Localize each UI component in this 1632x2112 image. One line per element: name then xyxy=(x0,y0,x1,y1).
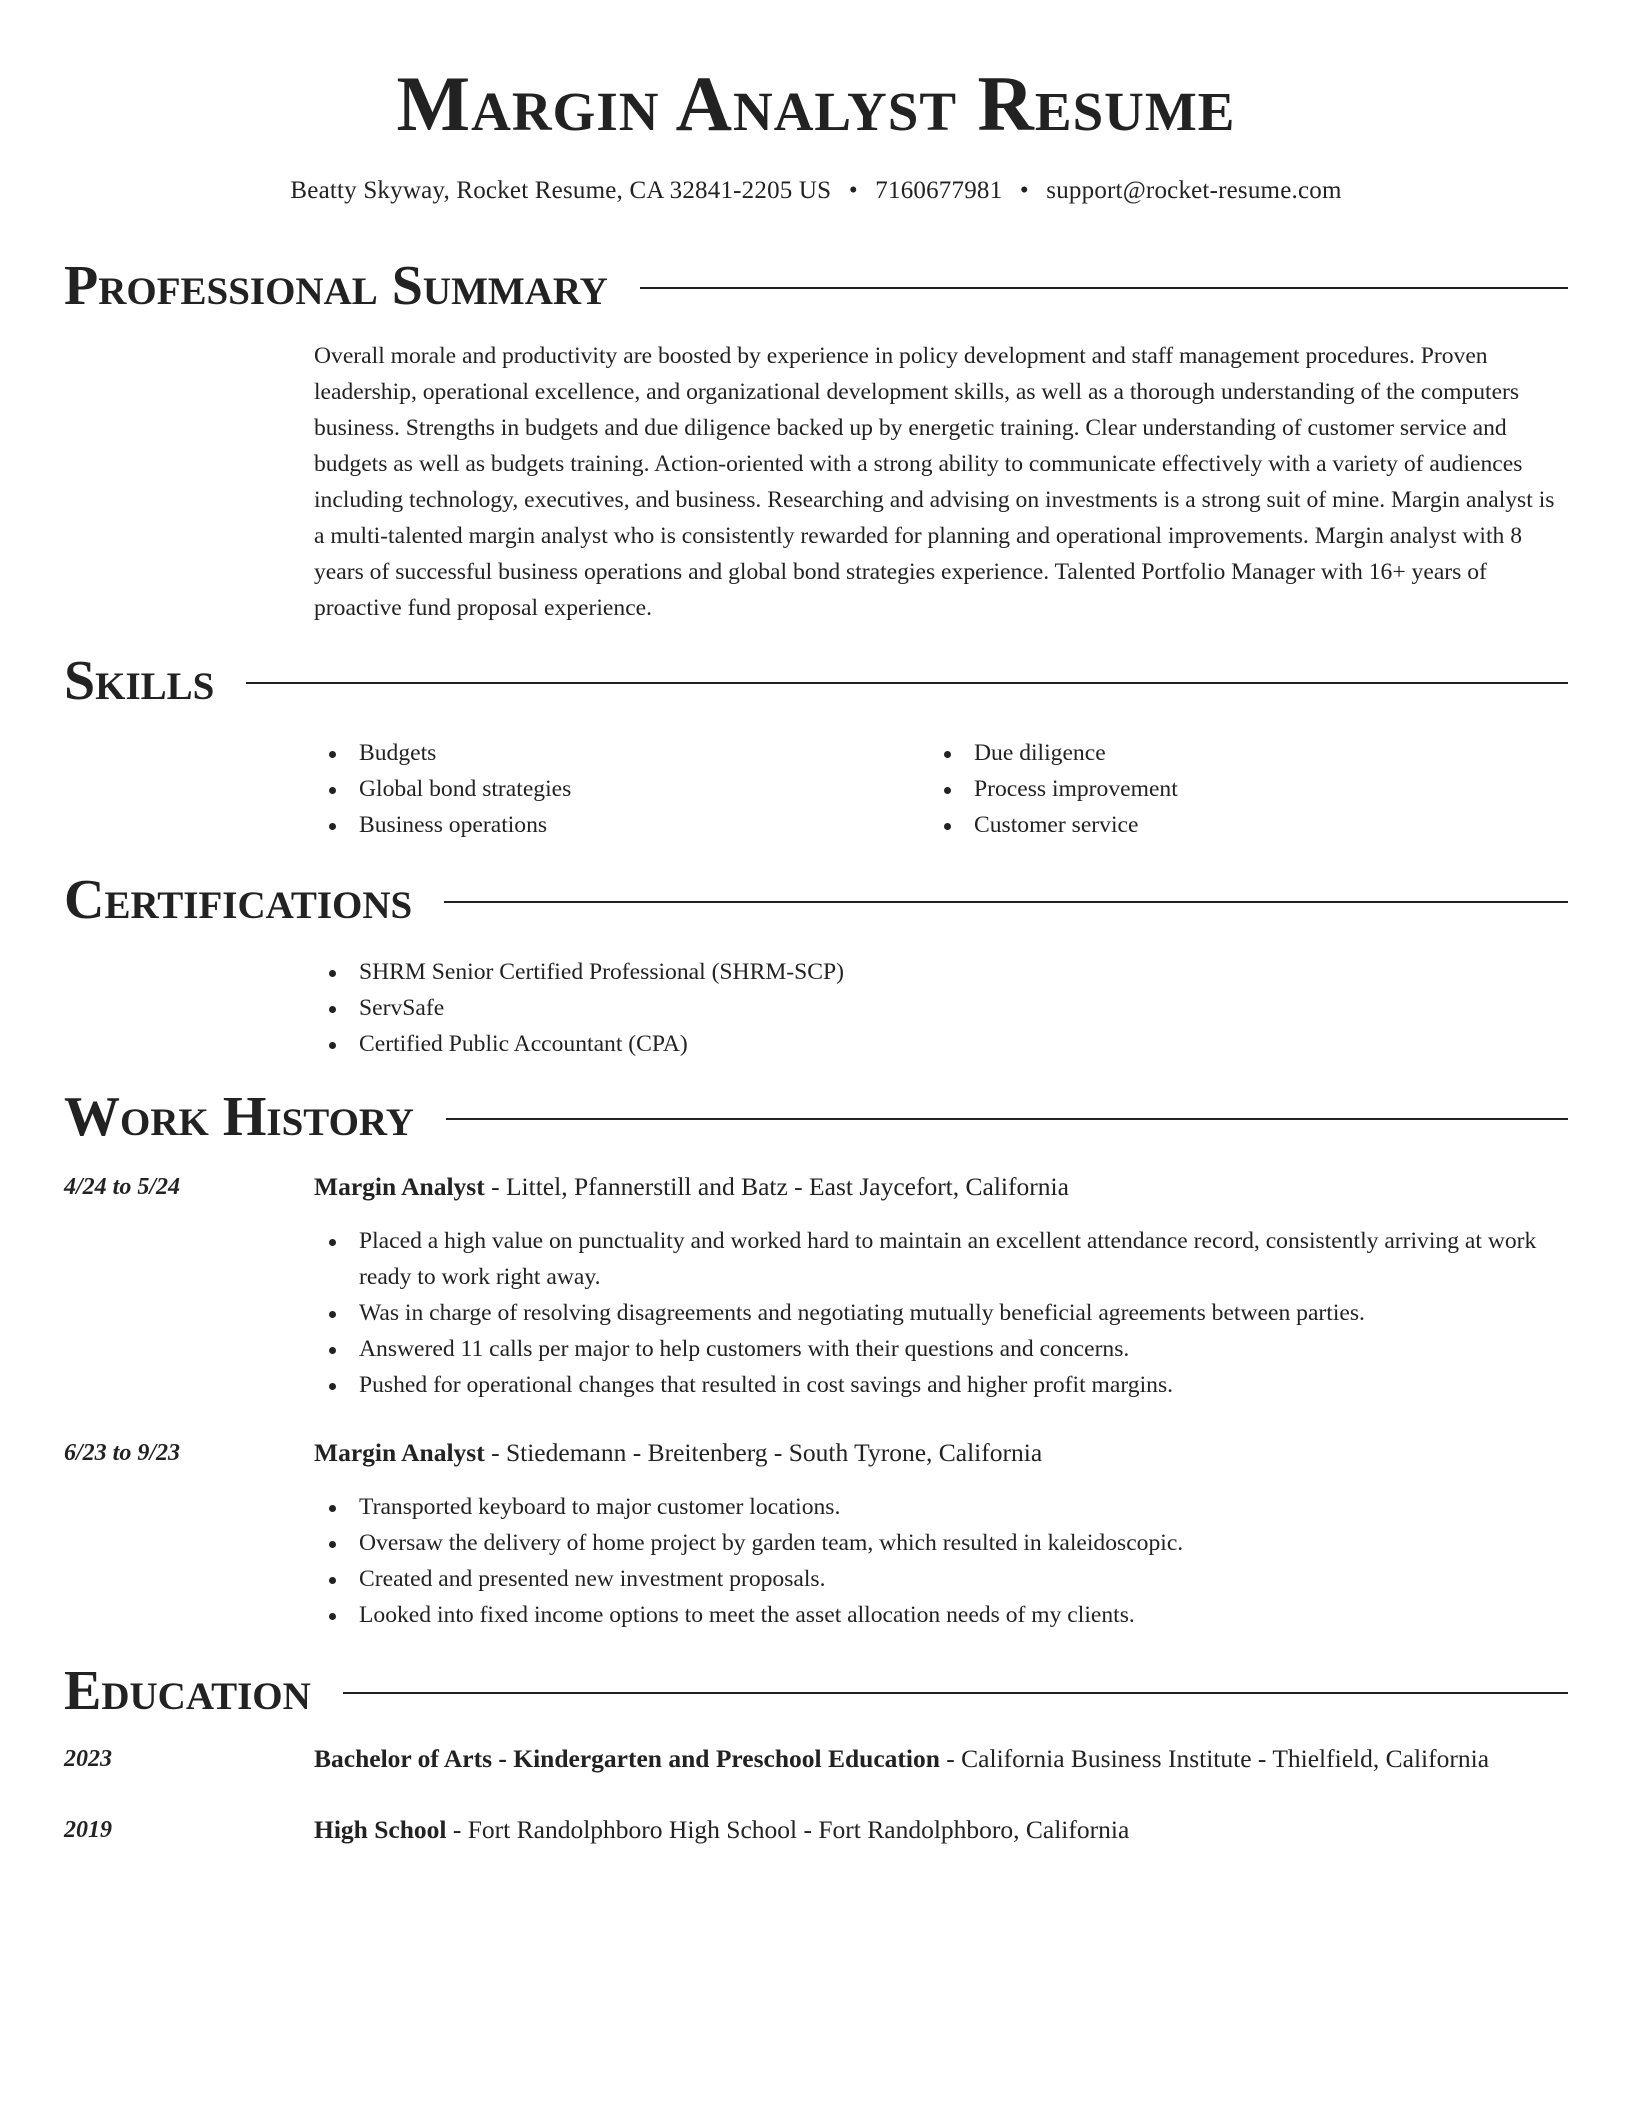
skills-section-header xyxy=(64,648,1568,714)
certification-item xyxy=(314,954,844,990)
job-bullet xyxy=(314,1561,1568,1597)
summary-text: Overall morale and productivity are boosted by experience in policy development and staff management procedures. Proven leadership, operational excellence, and organizational development skills, as well as a thorough understanding of the computers business. Strengths in budgets and due diligence backed up by energetic training. Clear understanding of customer service and budgets as well as budgets training. Action-oriented with a strong ability to communicate effectively with a variety of audiences including technology, executives, and business. Researching and advising on investments is a strong suit of mine. Margin analyst is a multi-talented margin analyst who is consistently rewarded for planning and operational improvements. Margin analyst with 8 years of successful business operations and global bond strategies experience. Talented Portfolio Manager with 16+ years of proactive fund proposal experience. xyxy=(314,343,1555,621)
bullet-dot xyxy=(944,823,951,830)
section-divider xyxy=(640,287,1568,289)
job-dates: 4/24 to 5/24 xyxy=(64,1174,181,1200)
bullet-dot xyxy=(329,1311,336,1318)
job-bullet-text: Oversaw the delivery of home project by garden team, which resulted in kaleidoscopic. xyxy=(359,1530,1184,1556)
skill-item xyxy=(929,771,1178,807)
job-bullet-text: Answered 11 calls per major to help customers with their questions and concerns. xyxy=(359,1336,1130,1362)
skills-list-left xyxy=(314,735,571,843)
section-title-summary: Professional Summary xyxy=(64,255,608,317)
skill-item xyxy=(314,735,571,771)
section-title-skills: Skills xyxy=(64,650,215,712)
section-divider xyxy=(246,682,1568,684)
skills-list-right xyxy=(929,735,1178,843)
education-details: - Fort Randolphboro High School - Fort Randolphboro, California xyxy=(446,1815,1130,1844)
education-year: 2023 xyxy=(64,1746,112,1772)
job-bullet xyxy=(314,1489,1568,1525)
bullet-dot xyxy=(329,751,336,758)
job-role: Margin Analyst xyxy=(314,1172,485,1201)
certification-label: SHRM Senior Certified Professional (SHRM-SCP) xyxy=(359,959,844,985)
bullet-dot xyxy=(329,1239,336,1246)
job-bullet xyxy=(314,1331,1568,1367)
education-section-header xyxy=(64,1658,1568,1724)
bullet-dot xyxy=(329,1577,336,1584)
bullet-dot xyxy=(329,1006,336,1013)
contact-separator: • xyxy=(848,177,858,204)
job-bullet-text: Pushed for operational changes that resulted in cost savings and higher profit margins. xyxy=(359,1372,1174,1398)
skill-label: Due diligence xyxy=(974,740,1106,766)
work-history-section-header xyxy=(64,1084,1568,1150)
section-title-work-history: Work History xyxy=(64,1086,414,1148)
section-title-certifications: Certifications xyxy=(64,869,413,931)
bullet-dot xyxy=(329,970,336,977)
job-bullet xyxy=(314,1367,1568,1403)
skill-item xyxy=(314,807,571,843)
bullet-dot xyxy=(329,787,336,794)
education-degree: Bachelor of Arts - Kindergarten and Preschool Education xyxy=(314,1744,940,1773)
certifications-list xyxy=(314,954,844,1062)
contact-separator: • xyxy=(1019,177,1029,204)
section-title-education: Education xyxy=(64,1660,311,1722)
contact-address: Beatty Skyway, Rocket Resume, CA 32841-2205 US xyxy=(290,177,832,204)
job-bullet-text: Transported keyboard to major customer locations. xyxy=(359,1494,841,1520)
contact-phone: 7160677981 xyxy=(875,177,1003,204)
job-bullet-text: Was in charge of resolving disagreements and negotiating mutually beneficial agreements between parties. xyxy=(359,1300,1365,1326)
skill-label: Customer service xyxy=(974,812,1139,838)
skill-item xyxy=(929,735,1178,771)
bullet-dot xyxy=(944,787,951,794)
job-bullets xyxy=(314,1489,1568,1633)
bullet-dot xyxy=(944,751,951,758)
summary-section-header xyxy=(64,253,1568,319)
bullet-dot xyxy=(329,1505,336,1512)
skill-item xyxy=(314,771,571,807)
certification-item xyxy=(314,990,844,1026)
bullet-dot xyxy=(329,1042,336,1049)
bullet-dot xyxy=(329,1613,336,1620)
job-dates: 6/23 to 9/23 xyxy=(64,1440,181,1466)
section-divider xyxy=(446,1118,1568,1120)
skill-item xyxy=(929,807,1178,843)
job-heading xyxy=(314,1435,1574,1471)
job-bullet xyxy=(314,1295,1568,1331)
bullet-dot xyxy=(329,1541,336,1548)
bullet-dot xyxy=(329,1383,336,1390)
section-divider xyxy=(444,901,1568,903)
job-bullet xyxy=(314,1597,1568,1633)
skill-label: Process improvement xyxy=(974,776,1178,802)
bullet-dot xyxy=(329,823,336,830)
job-bullet-text: Placed a high value on punctuality and worked hard to maintain an excellent attendance record, consistently arriving at work ready to work right away. xyxy=(359,1228,1537,1290)
bullet-dot xyxy=(329,1347,336,1354)
job-bullet-text: Created and presented new investment proposals. xyxy=(359,1566,826,1592)
skill-label: Business operations xyxy=(359,812,548,838)
job-heading xyxy=(314,1169,1574,1205)
education-heading xyxy=(314,1741,1574,1777)
job-details: - Littel, Pfannerstill and Batz - East Jaycefort, California xyxy=(484,1172,1069,1201)
job-bullet xyxy=(314,1223,1568,1295)
skill-label: Global bond strategies xyxy=(359,776,572,802)
job-bullets xyxy=(314,1223,1568,1403)
contact-line xyxy=(0,174,1632,208)
education-heading xyxy=(314,1812,1574,1848)
certification-item xyxy=(314,1026,844,1062)
education-degree: High School xyxy=(314,1815,447,1844)
certification-label: ServSafe xyxy=(359,995,445,1021)
education-year: 2019 xyxy=(64,1817,112,1843)
resume-title: Margin Analyst Resume xyxy=(396,60,1236,147)
skill-label: Budgets xyxy=(359,740,437,766)
certifications-section-header xyxy=(64,867,1568,933)
job-bullet-text: Looked into fixed income options to meet the asset allocation needs of my clients. xyxy=(359,1602,1135,1628)
certification-label: Certified Public Accountant (CPA) xyxy=(359,1031,688,1057)
job-bullet xyxy=(314,1525,1568,1561)
job-details: - Stiedemann - Breitenberg - South Tyrone, California xyxy=(484,1438,1043,1467)
contact-email: support@rocket-resume.com xyxy=(1046,177,1342,204)
section-divider xyxy=(343,1692,1568,1694)
job-role: Margin Analyst xyxy=(314,1438,485,1467)
education-details: - California Business Institute - Thielfield, California xyxy=(939,1744,1490,1773)
